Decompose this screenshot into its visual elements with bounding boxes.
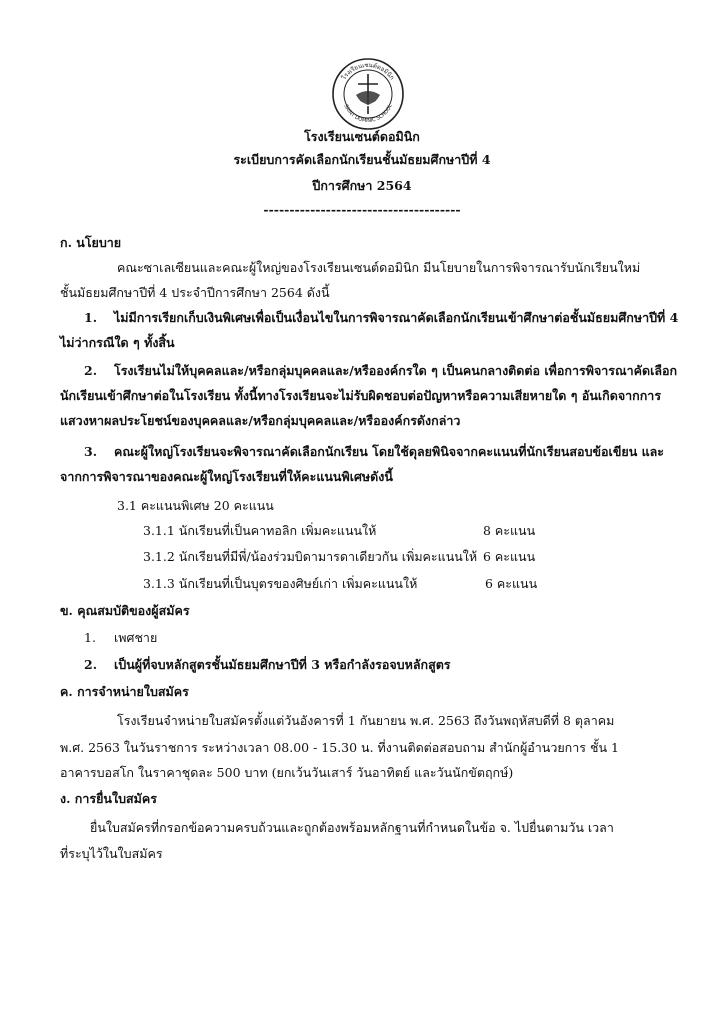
policy-item-2-line3: แสวงหาผลประโยชน์ของบุคคลและ/หรือกลุ่มบุคคลและ/หรือองค์กรดังกล่าว (60, 413, 461, 428)
item-number: 3. (84, 444, 98, 459)
academic-year: ปีการศึกษา 2564 (312, 178, 412, 193)
qualification-item-1: เพศชาย (114, 630, 158, 645)
section-d-line2: ที่ระบุไว้ในใบสมัคร (60, 846, 163, 861)
logo-top-text: โรงเรียนเซนต์ดอมินิก (340, 61, 396, 82)
section-c-line3: อาคารบอสโก ในราคาชุดละ 500 บาท (ยกเว้นวันเสาร์ วันอาทิตย์ และวันนักขัตฤกษ์) (60, 765, 514, 780)
item-number: 2. (84, 363, 98, 378)
policy-item-2-line1: โรงเรียนไม่ให้บุคคลและ/หรือกลุ่มบุคคลและ/หรือองค์กรใด ๆ เป็นคนกลางติดต่อ เพื่อการพิจารณาคัดเลือก (114, 363, 678, 378)
policy-item-3-line2: จากการพิจารณาของคณะผู้ใหญ่โรงเรียนที่ให้คะแนนพิเศษดังนี้ (60, 469, 393, 484)
item-number: 1. (84, 630, 96, 645)
section-d-line1: ยื่นใบสมัครที่กรอกข้อความครบถ้วนและถูกต้องพร้อมหลักฐานที่กำหนดในข้อ จ. ไปยื่นตามวัน เวลา (90, 820, 614, 835)
section-b-heading: ข. คุณสมบัติของผู้สมัคร (60, 603, 190, 618)
policy-item-1-line2: ไม่ว่ากรณีใด ๆ ทั้งสิ้น (60, 335, 175, 350)
policy-item-1-line1: ไม่มีการเรียกเก็บเงินพิเศษเพื่อเป็นเงื่อนไขในการพิจารณาคัดเลือกนักเรียนเข้าศึกษาต่อชั้นมัธยมศึกษาปีที่ 4 (114, 310, 679, 325)
school-name: โรงเรียนเซนต์ดอมินิก (304, 129, 420, 144)
section-a-heading: ก. นโยบาย (60, 235, 122, 250)
document-title: ระเบียบการคัดเลือกนักเรียนชั้นมัธยมศึกษาปีที่ 4 (233, 152, 491, 167)
section-c-line1: โรงเรียนจำหน่ายใบสมัครตั้งแต่วันอังคารที่ 1 กันยายน พ.ศ. 2563 ถึงวันพฤหัสบดีที่ 8 ตุลาคม (117, 713, 615, 728)
item-number: 1. (84, 310, 98, 325)
bonus-item-alumni: 3.1.3 นักเรียนที่เป็นบุตรของศิษย์เก่า เพิ่มคะแนนให้ (143, 576, 418, 591)
policy-item-3-line1: คณะผู้ใหญ่โรงเรียนจะพิจารณาคัดเลือกนักเรียน โดยใช้ดุลยพินิจจากคะแนนที่นักเรียนสอบข้อเขียน และ (114, 444, 665, 459)
bonus-item-catholic: 3.1.1 นักเรียนที่เป็นคาทอลิก เพิ่มคะแนนให้ (143, 523, 377, 538)
item-number: 2. (84, 657, 98, 672)
policy-item-2-line2: นักเรียนเข้าศึกษาต่อในโรงเรียน ทั้งนี้ทางโรงเรียนจะไม่รับผิดชอบต่อปัญหาหรือความเสียหายใด ๆ อันเกิดจากการ (60, 388, 662, 403)
section-d-heading: ง. การยื่นใบสมัคร (60, 791, 157, 806)
qualification-item-2: เป็นผู้ที่จบหลักสูตรชั้นมัธยมศึกษาปีที่ 3 หรือกำลังรอจบหลักสูตร (114, 657, 451, 672)
section-c-line2: พ.ศ. 2563 ในวันราชการ ระหว่างเวลา 08.00 - 15.30 น. ที่งานติดต่อสอบถาม สำนักผู้อำนวยการ ชั้น 1 (60, 740, 619, 755)
bonus-heading: 3.1 คะแนนพิเศษ 20 คะแนน (117, 498, 274, 513)
bonus-points: 6 คะแนน (483, 549, 536, 564)
header-divider: -------------------------------------- (263, 202, 461, 217)
section-c-heading: ค. การจำหน่ายใบสมัคร (60, 684, 189, 699)
bonus-item-sibling: 3.1.2 นักเรียนที่มีพี่/น้องร่วมบิดามารดาเดียวกัน เพิ่มคะแนนให้ (143, 549, 478, 564)
bonus-points: 6 คะแนน (485, 576, 538, 591)
section-a-intro-line1: คณะซาเลเซียนและคณะผู้ใหญ่ของโรงเรียนเซนต์ดอมินิก มีนโยบายในการพิจารณารับนักเรียนใหม่ (117, 260, 641, 275)
bonus-points: 8 คะแนน (483, 523, 536, 538)
school-seal-icon (331, 57, 405, 131)
logo-bottom-text: SAINT DOMINIC SCHOOL (342, 103, 394, 125)
section-a-intro-line2: ชั้นมัธยมศึกษาปีที่ 4 ประจำปีการศึกษา 2564 ดังนี้ (60, 285, 330, 300)
